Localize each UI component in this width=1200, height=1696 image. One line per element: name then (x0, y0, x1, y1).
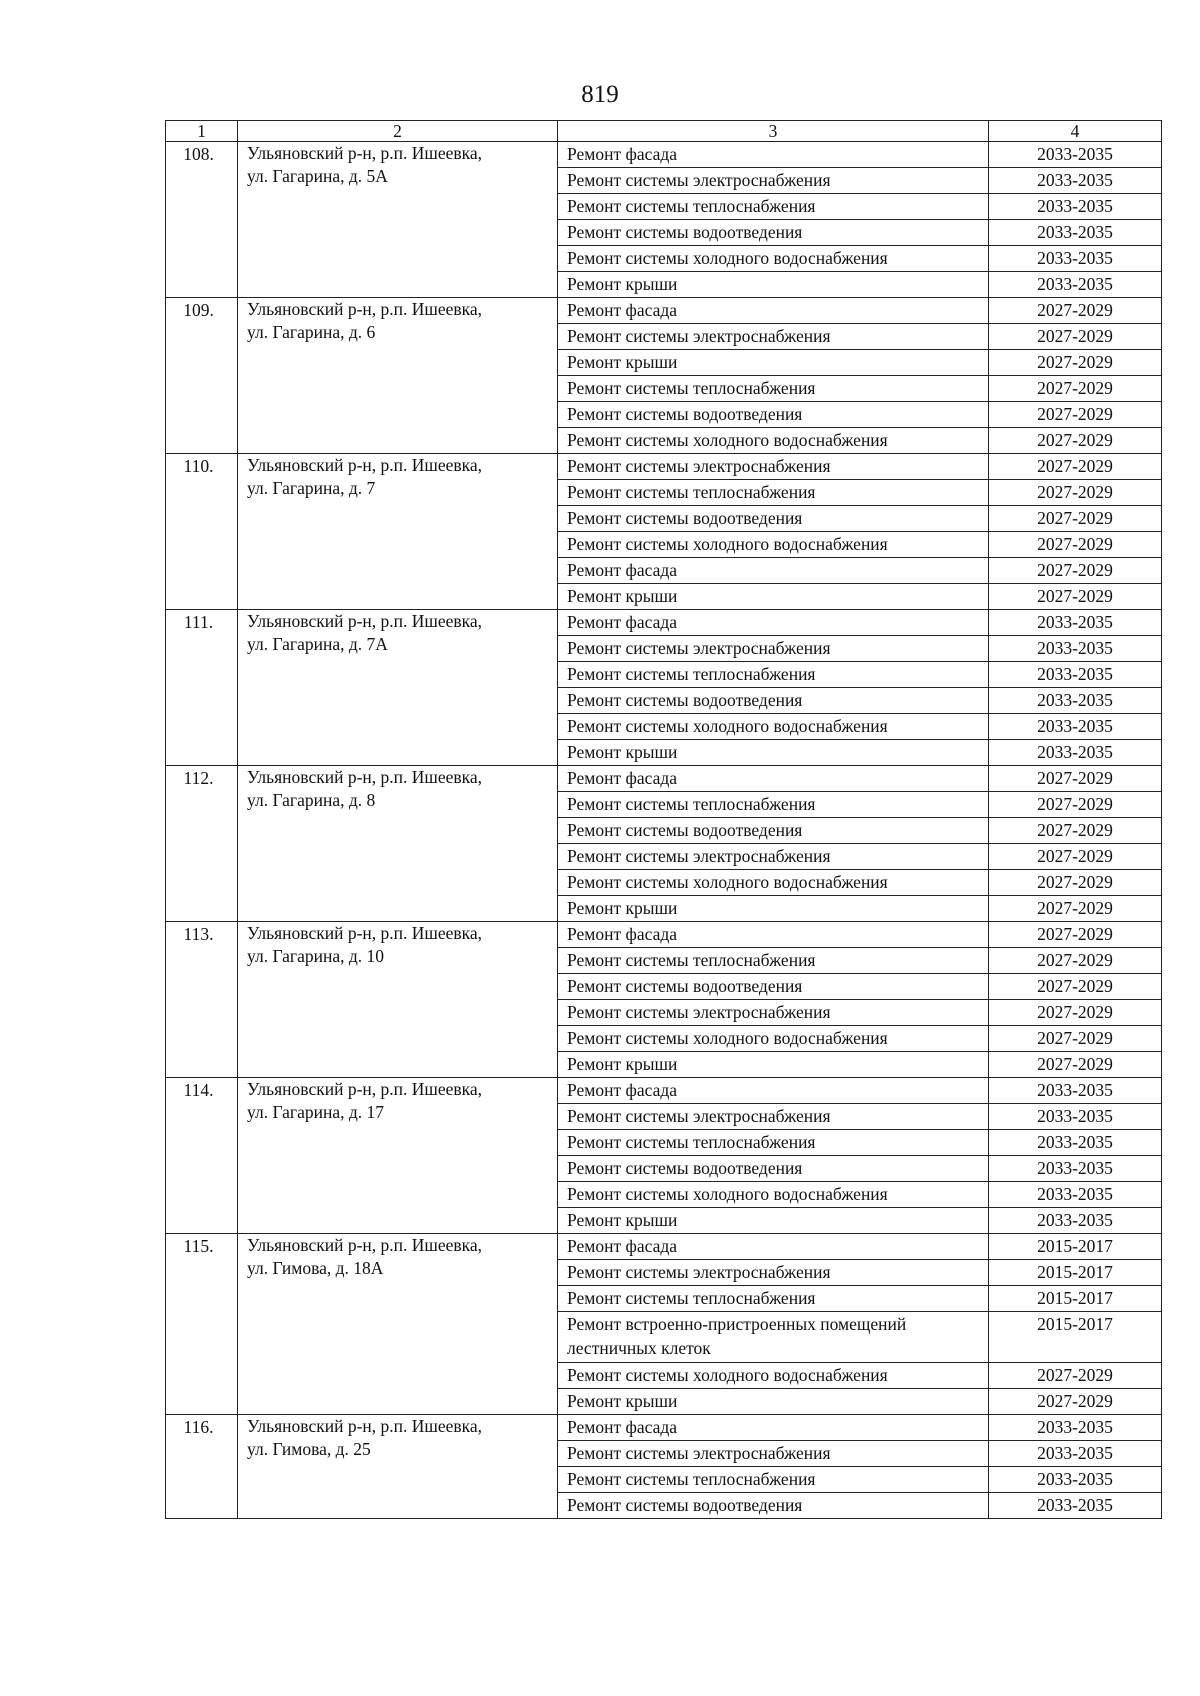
work-period: 2033-2035 (989, 688, 1162, 714)
entry-address (238, 1415, 558, 1519)
address-line: ул. Гагарина, д. 10 (247, 946, 385, 966)
work-period: 2027-2029 (989, 1026, 1162, 1052)
address-line: Ульяновский р-н, р.п. Ишеевка, (247, 923, 483, 943)
work-type: Ремонт системы холодного водоснабжения (558, 714, 989, 740)
address-line: Ульяновский р-н, р.п. Ишеевка, (247, 767, 483, 787)
work-period: 2033-2035 (989, 1104, 1162, 1130)
header-col-3: 3 (558, 121, 989, 142)
work-type: Ремонт крыши (558, 896, 989, 922)
work-period: 2027-2029 (989, 870, 1162, 896)
entry-address (238, 766, 558, 922)
work-period: 2027-2029 (989, 896, 1162, 922)
entry-number: 114. (166, 1078, 238, 1234)
work-period: 2027-2029 (989, 1389, 1162, 1415)
work-period: 2027-2029 (989, 350, 1162, 376)
entry-number: 113. (166, 922, 238, 1078)
entry-address (238, 610, 558, 766)
address-line: Ульяновский р-н, р.п. Ишеевка, (247, 1235, 483, 1255)
entry-number: 115. (166, 1234, 238, 1415)
page-number: 819 (581, 81, 619, 108)
work-type: Ремонт фасада (558, 610, 989, 636)
entry-address (238, 298, 558, 454)
table-row (166, 922, 1162, 948)
work-period: 2033-2035 (989, 740, 1162, 766)
work-type: Ремонт крыши (558, 1389, 989, 1415)
address-line: Ульяновский р-н, р.п. Ишеевка, (247, 611, 483, 631)
work-type: Ремонт системы холодного водоснабжения (558, 246, 989, 272)
address-line: Ульяновский р-н, р.п. Ишеевка, (247, 455, 483, 475)
work-period: 2015-2017 (989, 1286, 1162, 1312)
entry-number: 116. (166, 1415, 238, 1519)
work-period: 2027-2029 (989, 922, 1162, 948)
work-type: Ремонт системы теплоснабжения (558, 1286, 989, 1312)
work-type: Ремонт системы теплоснабжения (558, 194, 989, 220)
work-type: Ремонт системы электроснабжения (558, 324, 989, 350)
work-type: Ремонт системы электроснабжения (558, 454, 989, 480)
work-period: 2015-2017 (989, 1234, 1162, 1260)
work-type: Ремонт крыши (558, 1208, 989, 1234)
table-row (166, 454, 1162, 480)
work-type: Ремонт фасада (558, 766, 989, 792)
work-period: 2033-2035 (989, 1156, 1162, 1182)
address-line: Ульяновский р-н, р.п. Ишеевка, (247, 143, 483, 163)
address-line: ул. Гагарина, д. 6 (247, 322, 376, 342)
work-period: 2027-2029 (989, 558, 1162, 584)
table-row (166, 1415, 1162, 1441)
work-type: Ремонт системы водоотведения (558, 506, 989, 532)
work-period: 2033-2035 (989, 272, 1162, 298)
work-period: 2015-2017 (989, 1312, 1162, 1363)
work-type: Ремонт системы водоотведения (558, 1493, 989, 1519)
header-col-2: 2 (238, 121, 558, 142)
work-type: Ремонт системы холодного водоснабжения (558, 870, 989, 896)
work-period: 2033-2035 (989, 1493, 1162, 1519)
work-period: 2027-2029 (989, 766, 1162, 792)
work-period: 2033-2035 (989, 1130, 1162, 1156)
table-row (166, 1078, 1162, 1104)
entry-address (238, 1078, 558, 1234)
table-body (166, 142, 1162, 1519)
work-type: Ремонт фасада (558, 1078, 989, 1104)
work-period: 2033-2035 (989, 1208, 1162, 1234)
work-type: Ремонт фасада (558, 142, 989, 168)
work-period: 2033-2035 (989, 168, 1162, 194)
header-col-4: 4 (989, 121, 1162, 142)
work-type: Ремонт системы теплоснабжения (558, 662, 989, 688)
work-period: 2027-2029 (989, 324, 1162, 350)
work-type: Ремонт системы теплоснабжения (558, 1467, 989, 1493)
work-period: 2033-2035 (989, 1441, 1162, 1467)
work-type: Ремонт фасада (558, 1234, 989, 1260)
work-period: 2027-2029 (989, 532, 1162, 558)
work-type: Ремонт системы теплоснабжения (558, 480, 989, 506)
address-line: ул. Гагарина, д. 7А (247, 634, 388, 654)
work-period: 2033-2035 (989, 636, 1162, 662)
work-type: Ремонт системы теплоснабжения (558, 376, 989, 402)
work-period: 2033-2035 (989, 246, 1162, 272)
work-type: Ремонт системы электроснабжения (558, 844, 989, 870)
table-row (166, 298, 1162, 324)
work-type: Ремонт системы электроснабжения (558, 168, 989, 194)
work-type: Ремонт крыши (558, 1052, 989, 1078)
header-row (166, 121, 1162, 142)
work-type: Ремонт крыши (558, 584, 989, 610)
work-type: Ремонт системы электроснабжения (558, 1260, 989, 1286)
entry-number: 110. (166, 454, 238, 610)
work-type: Ремонт системы электроснабжения (558, 1000, 989, 1026)
address-line: ул. Гимова, д. 18А (247, 1258, 384, 1278)
work-type: Ремонт системы холодного водоснабжения (558, 1026, 989, 1052)
entry-address (238, 922, 558, 1078)
entry-address (238, 142, 558, 298)
table-row (166, 142, 1162, 168)
work-period: 2033-2035 (989, 1182, 1162, 1208)
work-type: Ремонт крыши (558, 272, 989, 298)
work-type: Ремонт системы холодного водоснабжения (558, 1363, 989, 1389)
work-period: 2027-2029 (989, 844, 1162, 870)
work-type: Ремонт системы водоотведения (558, 974, 989, 1000)
work-type: Ремонт системы теплоснабжения (558, 1130, 989, 1156)
work-period: 2027-2029 (989, 584, 1162, 610)
work-period: 2033-2035 (989, 714, 1162, 740)
work-period: 2033-2035 (989, 220, 1162, 246)
address-line: ул. Гагарина, д. 17 (247, 1102, 385, 1122)
work-type: Ремонт системы электроснабжения (558, 636, 989, 662)
work-period: 2027-2029 (989, 1363, 1162, 1389)
work-period: 2027-2029 (989, 792, 1162, 818)
work-period: 2027-2029 (989, 506, 1162, 532)
work-period: 2027-2029 (989, 1052, 1162, 1078)
work-type: Ремонт системы водоотведения (558, 1156, 989, 1182)
work-period: 2033-2035 (989, 1078, 1162, 1104)
work-period: 2027-2029 (989, 402, 1162, 428)
work-period: 2015-2017 (989, 1260, 1162, 1286)
work-type: Ремонт фасада (558, 1415, 989, 1441)
work-period: 2027-2029 (989, 454, 1162, 480)
work-type: Ремонт системы теплоснабжения (558, 792, 989, 818)
work-type: Ремонт фасада (558, 922, 989, 948)
entry-number: 111. (166, 610, 238, 766)
work-type: Ремонт крыши (558, 740, 989, 766)
entry-address (238, 1234, 558, 1415)
work-type: Ремонт системы электроснабжения (558, 1104, 989, 1130)
work-period: 2033-2035 (989, 194, 1162, 220)
table-row (166, 766, 1162, 792)
work-type: Ремонт системы теплоснабжения (558, 948, 989, 974)
work-type: Ремонт фасада (558, 298, 989, 324)
work-period: 2027-2029 (989, 948, 1162, 974)
work-period: 2033-2035 (989, 662, 1162, 688)
work-type: Ремонт встроенно-пристроенных помещений лестничных клеток (558, 1312, 989, 1363)
address-line: ул. Гагарина, д. 8 (247, 790, 376, 810)
work-type: Ремонт системы водоотведения (558, 402, 989, 428)
address-line: Ульяновский р-н, р.п. Ишеевка, (247, 299, 483, 319)
table-row (166, 1234, 1162, 1260)
address-line: Ульяновский р-н, р.п. Ишеевка, (247, 1416, 483, 1436)
work-period: 2033-2035 (989, 1415, 1162, 1441)
work-type: Ремонт системы водоотведения (558, 818, 989, 844)
address-line: ул. Гагарина, д. 5А (247, 166, 388, 186)
work-period: 2027-2029 (989, 1000, 1162, 1026)
work-type: Ремонт фасада (558, 558, 989, 584)
entry-number: 112. (166, 766, 238, 922)
work-period: 2027-2029 (989, 428, 1162, 454)
header-col-1: 1 (166, 121, 238, 142)
work-type: Ремонт системы холодного водоснабжения (558, 1182, 989, 1208)
address-line: ул. Гимова, д. 25 (247, 1439, 371, 1459)
address-line: ул. Гагарина, д. 7 (247, 478, 376, 498)
work-type: Ремонт системы водоотведения (558, 688, 989, 714)
table-row (166, 610, 1162, 636)
work-period: 2027-2029 (989, 818, 1162, 844)
work-period: 2027-2029 (989, 298, 1162, 324)
work-period: 2033-2035 (989, 142, 1162, 168)
repair-schedule-table (165, 120, 1162, 1519)
work-type: Ремонт системы холодного водоснабжения (558, 428, 989, 454)
work-type: Ремонт системы водоотведения (558, 220, 989, 246)
work-type: Ремонт крыши (558, 350, 989, 376)
work-period: 2033-2035 (989, 610, 1162, 636)
address-line: Ульяновский р-н, р.п. Ишеевка, (247, 1079, 483, 1099)
work-type: Ремонт системы холодного водоснабжения (558, 532, 989, 558)
work-type: Ремонт системы электроснабжения (558, 1441, 989, 1467)
work-period: 2027-2029 (989, 376, 1162, 402)
entry-number: 108. (166, 142, 238, 298)
entry-number: 109. (166, 298, 238, 454)
work-period: 2027-2029 (989, 480, 1162, 506)
work-period: 2033-2035 (989, 1467, 1162, 1493)
entry-address (238, 454, 558, 610)
work-period: 2027-2029 (989, 974, 1162, 1000)
